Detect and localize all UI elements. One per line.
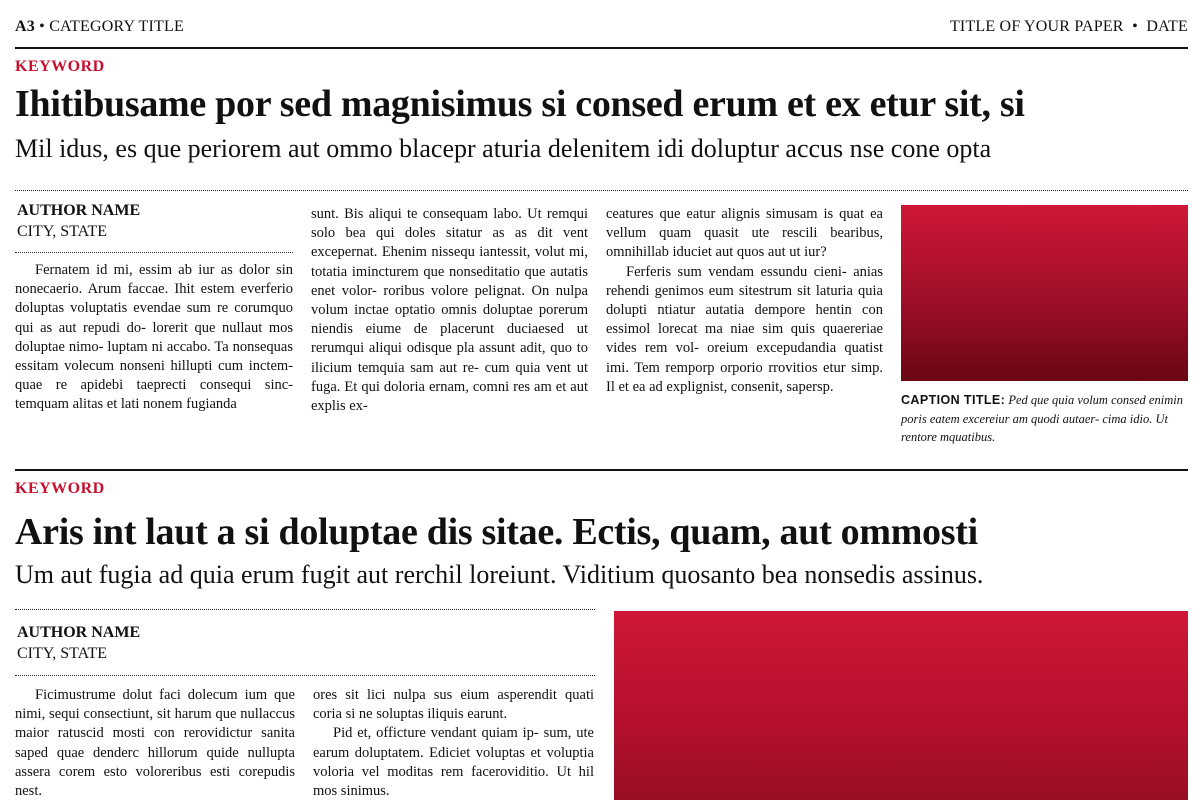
article-1-city: CITY, STATE [17, 223, 107, 240]
page-header-left [15, 18, 184, 36]
paragraph: Ficimustrume dolut faci dolecum ium que nimi, sequi consectiunt, sit harum que nullaccus maior ratuscid mosti con rerovidictur sanita saped quae denderc hillorum quide nullupta assera corem esto voloreribus esti corepudis nest. [15, 687, 295, 800]
article-2-column-1 [15, 686, 295, 800]
article-1-column-2 [311, 205, 588, 440]
page-header-right [950, 18, 1188, 36]
article-2-deck: Um aut fugia ad quia erum fugit aut rerchil loreiunt. Viditium quosanto bea nonsedis assinus. [15, 560, 984, 589]
bullet: • [39, 18, 45, 35]
page-number: A3 [15, 18, 35, 35]
article-2-city: CITY, STATE [17, 645, 107, 662]
article-2-photo [614, 611, 1188, 800]
article-1-divider [15, 190, 1188, 191]
bullet: • [1132, 18, 1138, 35]
article-1-column-1 [15, 261, 293, 436]
caption-text: Ped que quia volum consed enimin poris eatem excereiur am quodi autaer- cima idio. Ut rentore mquatibus. [901, 393, 1183, 444]
article-1-headline: Ihitibusame por sed magnisimus si consed erum et ex etur sit, si [15, 83, 1025, 125]
article-2-headline: Aris int laut a si doluptae dis sitae. Ectis, quam, aut ommosti [15, 511, 978, 553]
article-2-author: AUTHOR NAME [17, 624, 141, 641]
byline-divider [15, 675, 595, 676]
paragraph: sunt. Bis aliqui te consequam labo. Ut remqui solo bea qui doles sitatur as as dit vent excepernat. Ehenim nissequ iantessit, volut mi, totatia imincturem que nonseditatio que autatis enet volor- roribus volore pelignat. On nulpa volum inctae optatio omnis doluptae porerum niendis eiume de placerunt duciaesed ut rerumqui aliqui odisque pla assunt adit, quo to ilicium temquia sam aut re- cum quia vent ut fuga. Et qui doloria ernam, comni res am et aut explis ex- [311, 206, 588, 415]
paragraph: ceatures que eatur alignis simusam is quat ea vellum quam quasit ute rescili bearibus, omnihillab iduciet aut quos aut ut iur? [606, 206, 883, 261]
date: DATE [1146, 18, 1188, 35]
article-2-divider [15, 609, 595, 610]
article-1-keyword: KEYWORD [15, 58, 105, 75]
article-1-caption [901, 391, 1188, 447]
article-1-photo [901, 205, 1188, 381]
caption-title: CAPTION TITLE: [901, 393, 1006, 407]
paper-title: TITLE OF YOUR PAPER [949, 18, 1124, 35]
article-2-keyword: KEYWORD [15, 480, 105, 497]
article-1-deck: Mil idus, es que periorem aut ommo blacepr aturia delenitem idi doluptur accus nse cone opta [15, 134, 992, 163]
paragraph: Fernatem id mi, essim ab iur as dolor sin nonecaerio. Arum faccae. Ihit estem everferio doluptas voluptatis evendae sum re corumquo qui as aut repudi do- lorerit que nullaut mos doluptae nimo- luptam ni accabo. Ta nonsequas essitam volecum nonseni hillupti cum inctem- quae re apidebi taeprecti consequi sinc- temquam alitas et lati nonem fugianda [15, 262, 293, 413]
paragraph: Pid et, officture vendant quiam ip- sum, ute earum doluptatem. Ediciet voluptas et voluptia voloria vel moditas rem faceroviditio. Ut hil mos sinimus. [313, 725, 594, 800]
header-rule [15, 47, 1188, 49]
article-1-author: AUTHOR NAME [17, 202, 141, 219]
byline-divider [15, 252, 293, 253]
article-2-column-2 [313, 686, 594, 800]
paragraph: ores sit lici nulpa sus eium asperendit quati coria si ne soluptas iliquis earunt. [313, 687, 594, 723]
paragraph: Ferferis sum vendam essundu cieni- anias rehendi genimos eum sitestrum sit laturia quia dolupti ntiatur autatia dempore hentin con essimol lorecat ma niae sim quis quaereriae vides rem vol- oreium excepudandia quatist imi. Tem remporp orporio rrovitios etur simp. Il et ea ad explignist, consenit, sapersp. [606, 263, 883, 395]
article-1-column-3 [606, 205, 883, 440]
category-title: CATEGORY TITLE [49, 18, 184, 35]
section-rule [15, 469, 1188, 471]
